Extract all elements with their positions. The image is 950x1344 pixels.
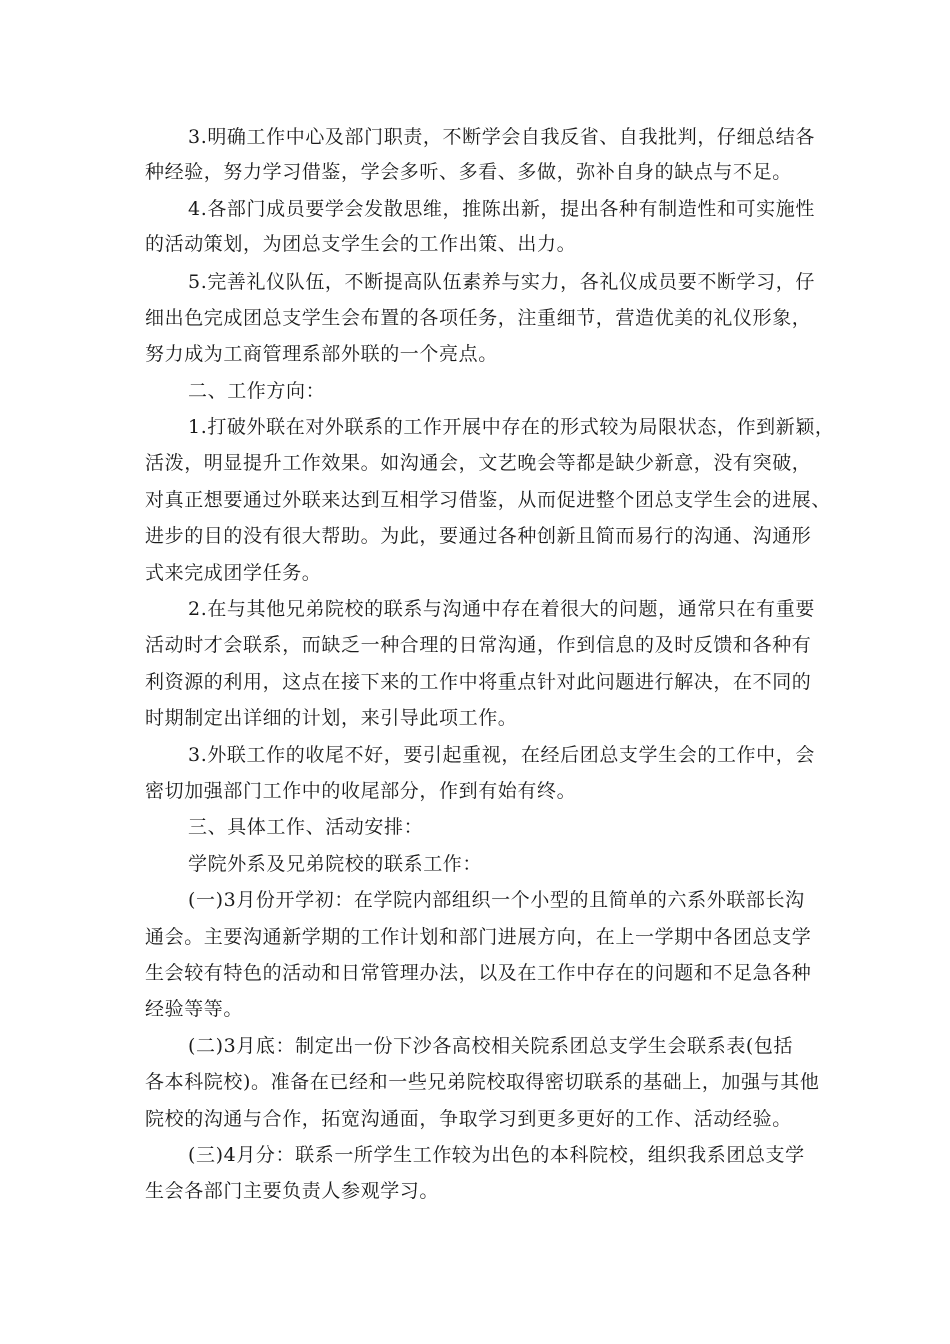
text-line: 细出色完成团总支学生会布置的各项任务，注重细节，营造优美的礼仪形象， [145, 307, 812, 329]
text-line: 利资源的利用，这点在接下来的工作中将重点针对此问题进行解决，在不同的 [145, 671, 812, 693]
text-line: 生会较有特色的活动和日常管理办法，以及在工作中存在的问题和不足急各种 [145, 962, 812, 984]
text-line: 经验等等。 [145, 998, 244, 1020]
text-line: 院校的沟通与合作，拓宽沟通面，争取学习到更多更好的工作、活动经验。 [145, 1108, 792, 1130]
text-line: 时期制定出详细的计划，来引导此项工作。 [145, 707, 518, 729]
text-line: 3.外联工作的收尾不好，要引起重视，在经后团总支学生会的工作中，会 [188, 744, 815, 766]
text-line: 1.打破外联在对外联系的工作开展中存在的形式较为局限状态，作到新颖， [188, 416, 835, 438]
text-line: 密切加强部门工作中的收尾部分，作到有始有终。 [145, 780, 577, 802]
text-line: 种经验，努力学习借鉴，学会多听、多看、多做，弥补自身的缺点与不足。 [145, 161, 792, 183]
text-line: 5.完善礼仪队伍，不断提高队伍素养与实力，各礼仪成员要不断学习，仔 [188, 271, 815, 293]
text-line: 式来完成团学任务。 [145, 562, 322, 584]
text-line: 4.各部门成员要学会发散思维，推陈出新，提出各种有制造性和可实施性 [188, 198, 815, 220]
text-line: 各本科院校)。准备在已经和一些兄弟院校取得密切联系的基础上，加强与其他 [145, 1071, 820, 1093]
text-line: 进步的目的没有很大帮助。为此，要通过各种创新且简而易行的沟通、沟通形 [145, 525, 812, 547]
text-line: (一)3月份开学初：在学院内部组织一个小型的且简单的六系外联部长沟 [188, 889, 805, 911]
text-line: 学院外系及兄弟院校的联系工作： [188, 853, 483, 875]
text-line: 生会各部门主要负责人参观学习。 [145, 1180, 440, 1202]
text-line: (三)4月分：联系一所学生工作较为出色的本科院校，组织我系团总支学 [188, 1144, 805, 1166]
text-line: 活泼，明显提升工作效果。如沟通会，文艺晚会等都是缺少新意，没有突破， [145, 452, 812, 474]
text-line: (二)3月底：制定出一份下沙各高校相关院系团总支学生会联系表(包括 [188, 1035, 794, 1057]
text-line: 努力成为工商管理系部外联的一个亮点。 [145, 343, 498, 365]
text-line: 对真正想要通过外联来达到互相学习借鉴，从而促进整个团总支学生会的进展、 [145, 489, 832, 511]
text-line: 通会。主要沟通新学期的工作计划和部门进展方向，在上一学期中各团总支学 [145, 926, 812, 948]
text-line: 3.明确工作中心及部门职责，不断学会自我反省、自我批判，仔细总结各 [188, 126, 815, 148]
text-line: 的活动策划，为团总支学生会的工作出策、出力。 [145, 233, 577, 255]
text-line: 2.在与其他兄弟院校的联系与沟通中存在着很大的问题，通常只在有重要 [188, 598, 815, 620]
text-line: 活动时才会联系，而缺乏一种合理的日常沟通，作到信息的及时反馈和各种有 [145, 634, 812, 656]
section-heading: 二、工作方向： [188, 380, 326, 402]
section-heading: 三、具体工作、活动安排： [188, 816, 424, 838]
